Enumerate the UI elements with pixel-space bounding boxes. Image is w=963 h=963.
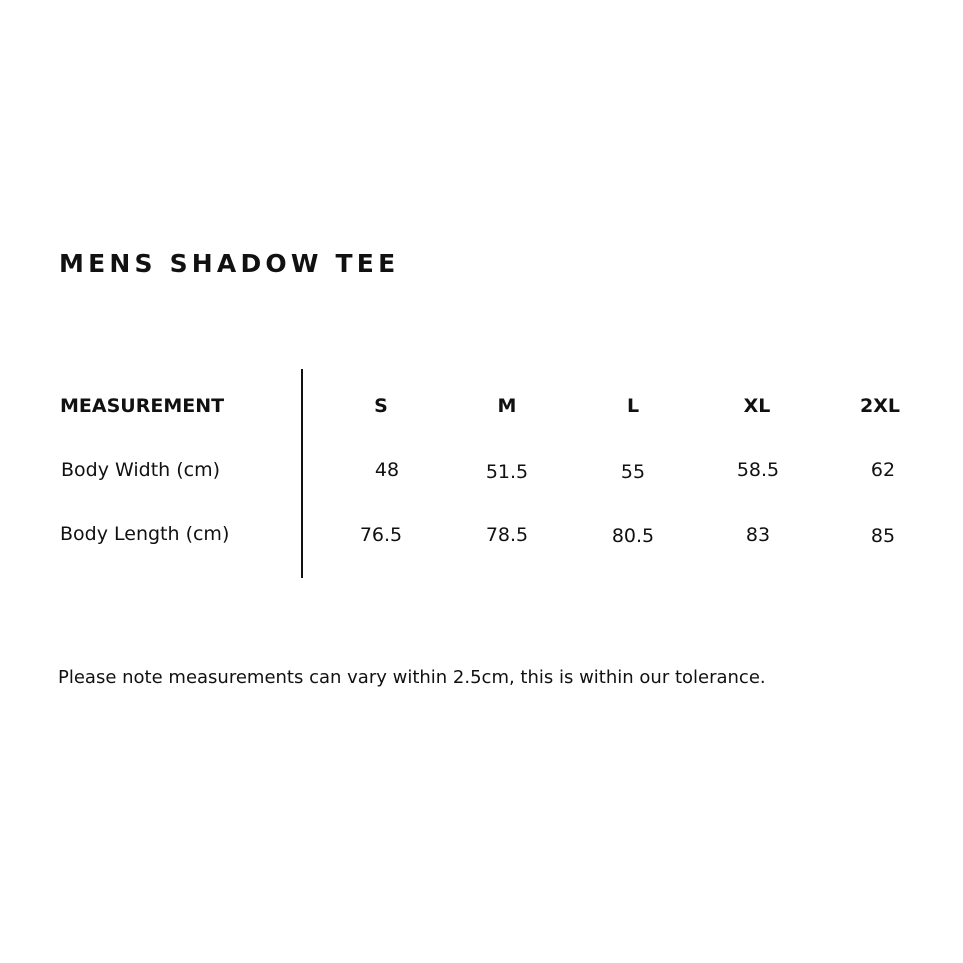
header-size-xl: XL bbox=[743, 395, 771, 417]
header-size-m: M bbox=[497, 395, 517, 417]
column-divider bbox=[301, 369, 303, 578]
cell-body-width-2xl: 62 bbox=[870, 459, 896, 481]
cell-body-length-m: 78.5 bbox=[485, 524, 529, 546]
cell-body-length-xl: 83 bbox=[745, 524, 771, 546]
cell-body-length-l: 80.5 bbox=[611, 525, 655, 547]
cell-body-width-m: 51.5 bbox=[485, 461, 529, 483]
cell-body-length-s: 76.5 bbox=[359, 524, 403, 546]
header-size-2xl: 2XL bbox=[860, 395, 900, 417]
cell-body-width-l: 55 bbox=[620, 461, 646, 483]
cell-body-width-xl: 58.5 bbox=[736, 459, 780, 481]
row-label-body-length: Body Length (cm) bbox=[60, 523, 230, 545]
cell-body-length-2xl: 85 bbox=[870, 525, 896, 547]
page-title: MENS SHADOW TEE bbox=[59, 249, 400, 278]
row-label-body-width: Body Width (cm) bbox=[61, 459, 221, 481]
header-size-l: L bbox=[626, 395, 640, 417]
header-measurement-label: MEASUREMENT bbox=[60, 395, 225, 417]
header-size-s: S bbox=[374, 395, 388, 417]
cell-body-width-s: 48 bbox=[374, 459, 400, 481]
tolerance-note: Please note measurements can vary within 2.5cm, this is within our tolerance. bbox=[58, 667, 766, 688]
